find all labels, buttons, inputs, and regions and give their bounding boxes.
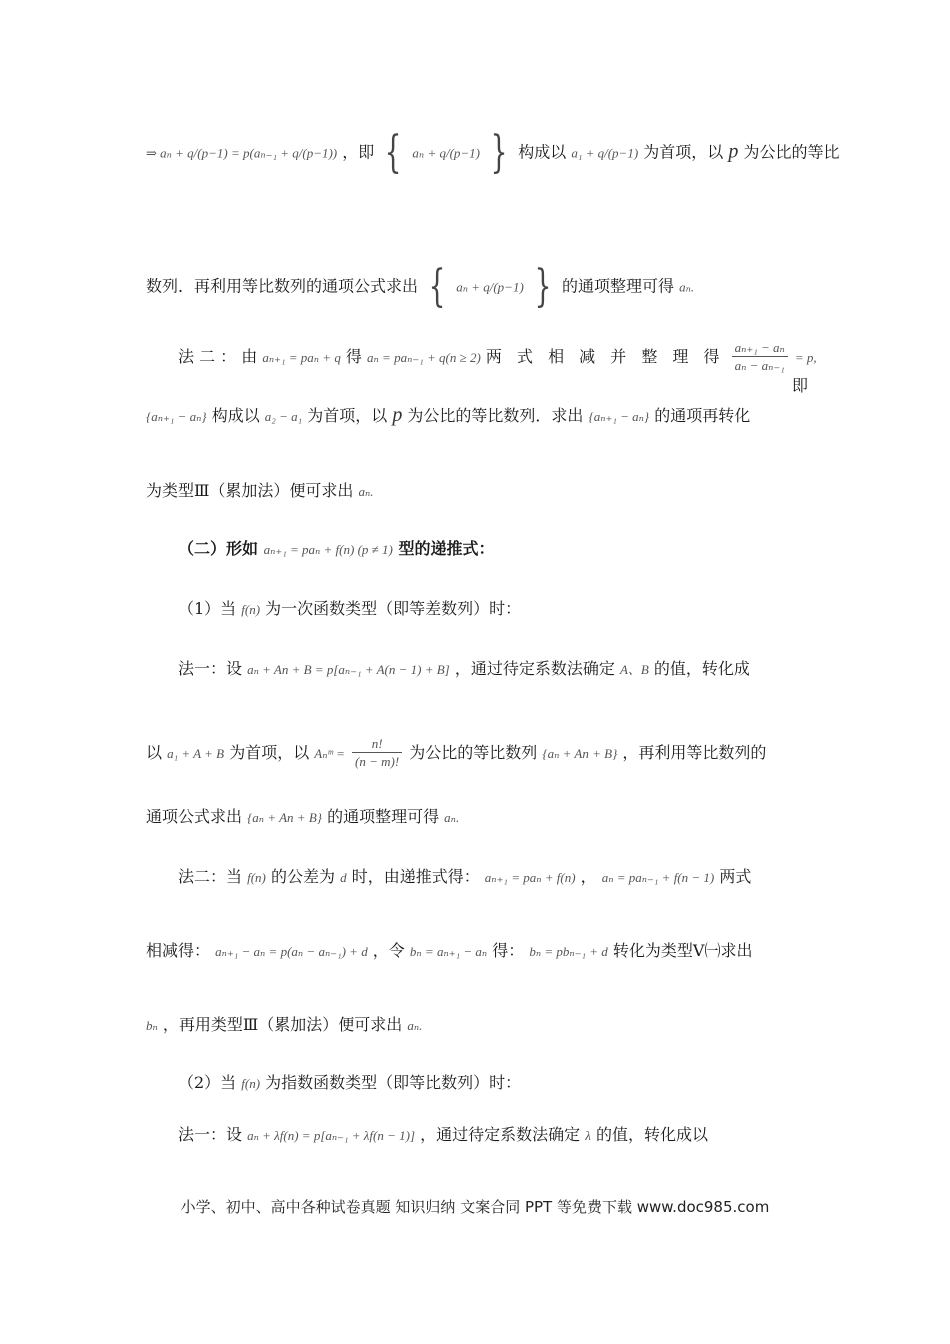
brace-open: { (384, 127, 402, 178)
f-n: f(n) (241, 1076, 261, 1091)
equation: aₙ₊₁ = paₙ + q (262, 350, 341, 365)
text: 时，由递推式得： (351, 867, 480, 886)
text: 为首项，以 (229, 743, 310, 762)
d-symbol: d (340, 870, 347, 885)
text: 得 (345, 347, 362, 366)
text: 得： (492, 941, 525, 960)
lambda-symbol: λ (585, 1128, 591, 1143)
text: 两 式 相 减 并 整 理 得 (485, 347, 725, 366)
text: 两式 (719, 867, 752, 886)
a-b-symbols: A、B (619, 662, 649, 677)
text: 转化为类型Ⅴ㈠求出 (612, 941, 753, 960)
text: 构成以 (518, 142, 567, 162)
equation: aₙ₊₁ − aₙ = p(aₙ − aₙ₋₁) + d (215, 944, 368, 959)
section-heading (178, 538, 808, 561)
brace-expression: aₙ + q/(p−1) (412, 145, 481, 161)
case-1-line (178, 598, 808, 621)
text: 的通项整理可得 (561, 276, 674, 296)
text: （1）当 (178, 599, 237, 618)
fraction (732, 340, 788, 375)
case-2-line (178, 1072, 808, 1095)
text: 相减得： (146, 941, 211, 960)
method1-line-b (146, 736, 808, 771)
text: 法二：当 (178, 867, 243, 886)
text: 以 (146, 743, 163, 762)
text: 为指数函数类型（即等比数列）时： (265, 1073, 522, 1092)
first-term-expr: a₁ + q/(p−1) (571, 145, 639, 161)
text: 型的递推式： (398, 539, 495, 558)
equation: a₁ + A + B (167, 746, 225, 761)
equation: aₙ = paₙ₋₁ + q(n ≥ 2) (367, 350, 481, 365)
text: 的通项整理可得 (327, 807, 440, 826)
text: 为公比的等比 (743, 142, 840, 162)
equation: bₙ = aₙ₊₁ − aₙ (409, 944, 488, 959)
fraction-numerator: n! (352, 736, 402, 753)
text: 法 二 ： 由 (178, 347, 258, 366)
b-n: bₙ (146, 1018, 158, 1033)
equation: aₙ₊₁ = paₙ + f(n) (p ≠ 1) (263, 542, 393, 557)
equation: {aₙ₊₁ − aₙ} (146, 409, 207, 424)
text: 为公比的等比数列 (409, 743, 538, 762)
method2b-line-c (146, 1014, 808, 1037)
equation: aₙ + An + B = p[aₙ₋₁ + A(n − 1) + B] (247, 662, 450, 677)
text: ，再利用等比数列的 (622, 743, 767, 762)
arrow-equation: ⇒ aₙ + q/(p−1) = p(aₙ₋₁ + q/(p−1)) (146, 145, 338, 161)
text: 的值，转化成 (653, 659, 750, 678)
brace-open: { (428, 261, 446, 312)
a-n: aₙ. (407, 1018, 423, 1033)
p-symbol: p (392, 404, 403, 426)
text: ，通过待定系数法确定 (420, 1125, 581, 1144)
permutation-fraction (352, 736, 402, 771)
text: 通项公式求出 (146, 807, 243, 826)
a-n: aₙ. (444, 810, 460, 825)
text: ，通过待定系数法确定 (454, 659, 615, 678)
formula-line-1 (146, 127, 840, 178)
text: 为首项，以 (307, 406, 388, 425)
page-footer: 小学、初中、高中各种试卷真题 知识归纳 文案合同 PPT 等免费下载 www.doc985.com (180, 1198, 770, 1216)
equation: {aₙ₊₁ − aₙ} (588, 409, 650, 424)
permutation-lhs: Aₙᵐ = (314, 746, 345, 761)
brace-close: } (490, 127, 508, 178)
text: 即 (791, 376, 808, 395)
f-n: f(n) (241, 602, 261, 617)
equation: {aₙ + An + B} (247, 810, 322, 825)
text: 的公差为 (270, 867, 335, 886)
text: ，再用类型Ⅲ（累加法）便可求出 (162, 1015, 403, 1034)
text-line-5 (146, 480, 808, 503)
method1-line (178, 658, 808, 681)
brace-expression: aₙ + q/(p−1) (456, 279, 524, 295)
text: 为首项，以 (643, 142, 724, 162)
text: 为一次函数类型（即等差数列）时： (265, 599, 522, 618)
a-n: aₙ. (358, 484, 374, 499)
method2-line (178, 340, 817, 397)
text: 法一：设 (178, 659, 243, 678)
equation: aₙ₊₁ = paₙ + f(n) (484, 870, 576, 885)
equation: a₂ − a₁ (264, 409, 303, 424)
text: ， (580, 867, 597, 886)
text: 的通项再转化 (654, 406, 751, 425)
text-line-2 (146, 262, 808, 312)
text: （二）形如 (178, 539, 259, 558)
fraction-denominator: aₙ − aₙ₋₁ (734, 358, 785, 373)
text: 为类型Ⅲ（累加法）便可求出 (146, 481, 354, 500)
text: （2）当 (178, 1073, 237, 1092)
method2b-line (178, 866, 808, 889)
equation: {aₙ + An + B} (542, 746, 618, 761)
method3-line (178, 1124, 808, 1147)
brace-close: } (534, 261, 552, 312)
text: 数列．再利用等比数列的通项公式求出 (146, 276, 419, 296)
method1-line-c (146, 806, 808, 829)
text: ，令 (372, 941, 405, 960)
fraction-numerator: aₙ₊₁ − aₙ (732, 340, 788, 357)
equation: bₙ = pbₙ₋₁ + d (529, 944, 608, 959)
equation: = p, (794, 350, 817, 365)
p-symbol: p (728, 140, 739, 163)
text-line-4 (146, 404, 808, 428)
method2b-line-b (146, 940, 808, 963)
fraction-denominator: (n − m)! (355, 754, 400, 769)
equation: aₙ = paₙ₋₁ + f(n − 1) (601, 870, 715, 885)
a-n: aₙ. (679, 279, 695, 295)
text: 的值，转化成以 (595, 1125, 708, 1144)
equation: aₙ + λf(n) = p[aₙ₋₁ + λf(n − 1)] (247, 1128, 416, 1143)
text: ，即 (342, 142, 375, 162)
f-n: f(n) (247, 870, 266, 885)
text: 构成以 (211, 406, 260, 425)
text: 为公比的等比数列．求出 (407, 406, 584, 425)
text: 法一：设 (178, 1125, 243, 1144)
